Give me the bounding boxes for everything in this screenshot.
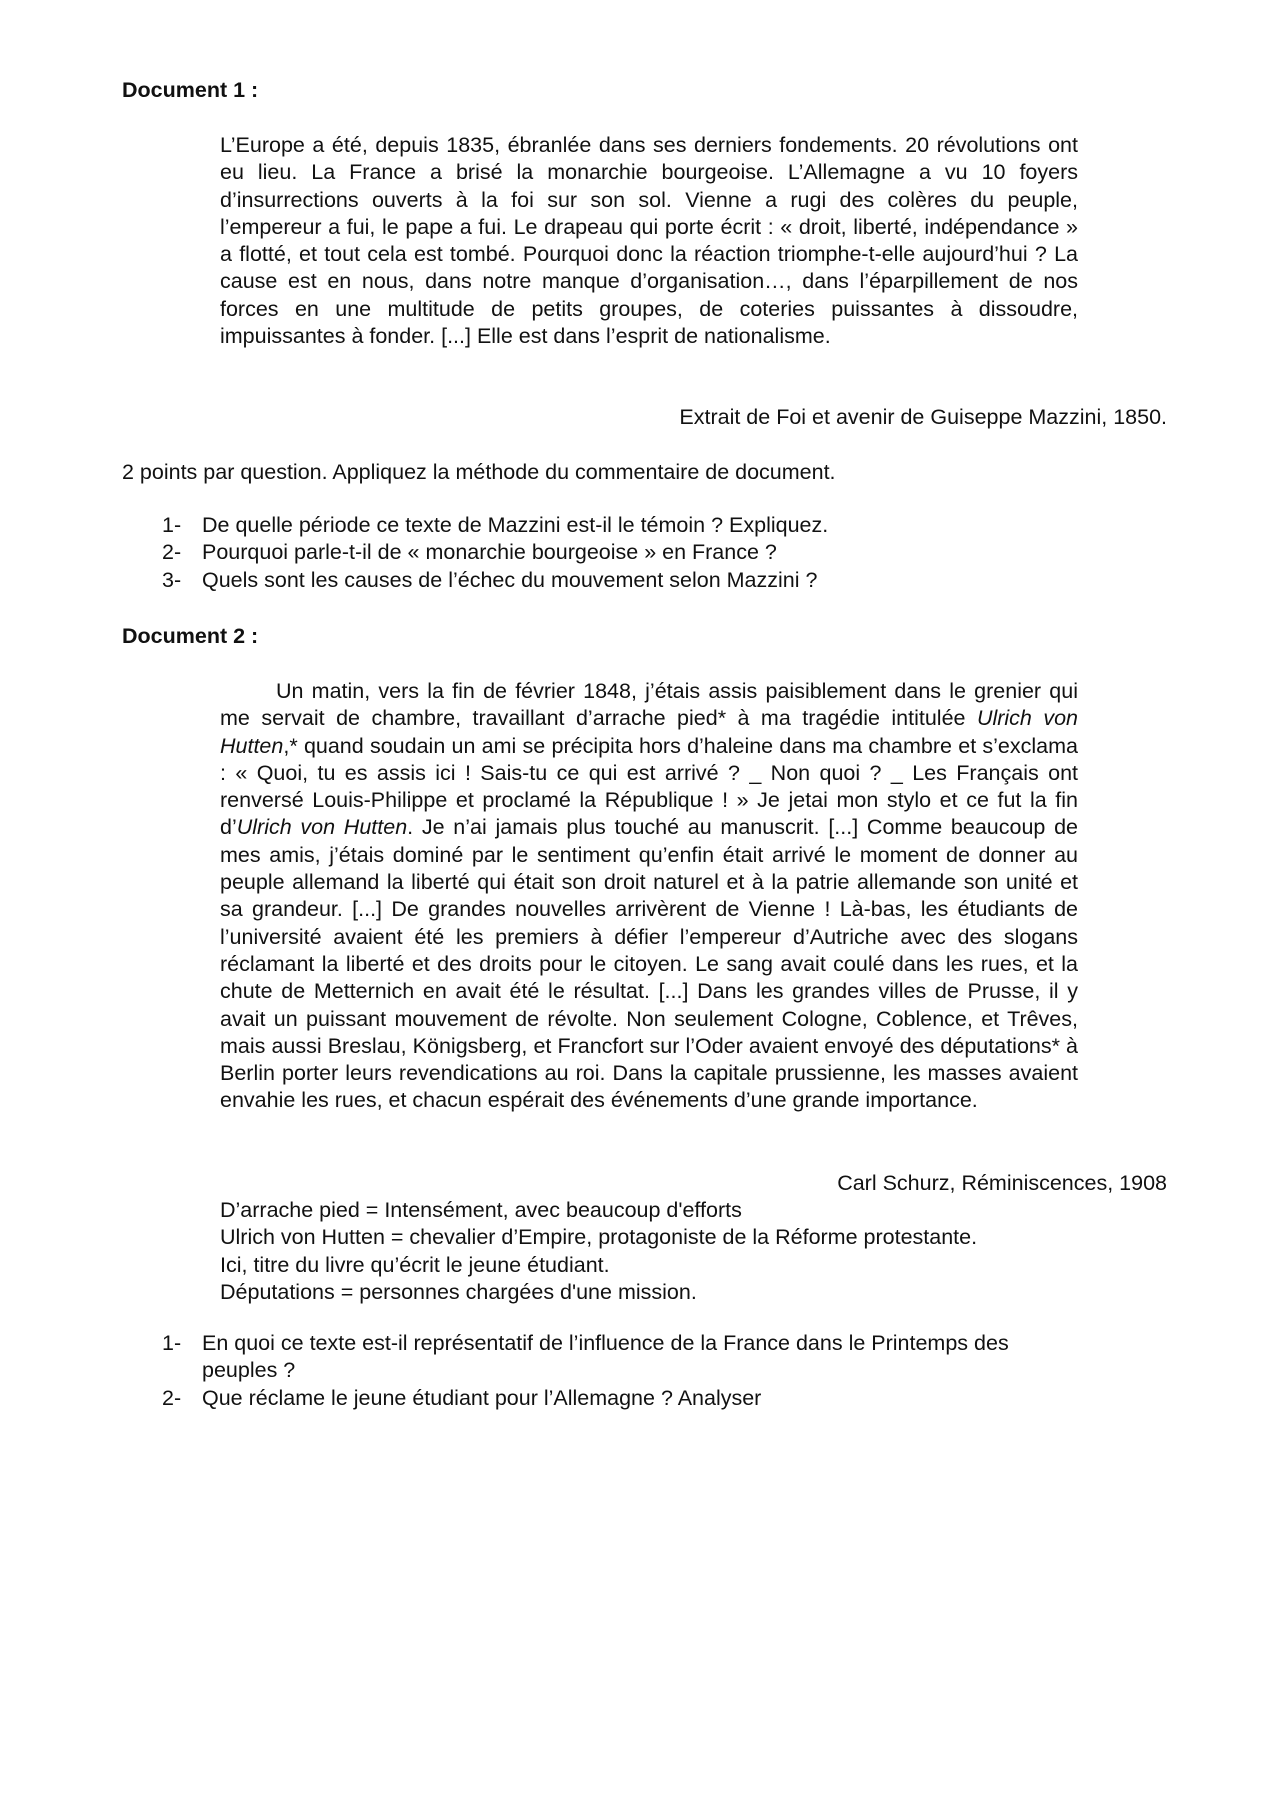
doc2-heading: Document 2 : [122,624,259,648]
doc1-question-3 [162,567,1122,594]
doc2-question-list [162,1330,1122,1412]
doc2-book-title: Ulrich von Hutten [220,706,1078,758]
question-text: Pourquoi parle-t-il de « monarchie bourgeoise » en France ? [202,540,777,565]
question-text: En quoi ce texte est-il représentatif de l’influence de la France dans le Printemps des peuples ? [202,1331,1009,1383]
doc2-text-part-3: . Je n’ai jamais plus touché au manuscrit. [...] Comme beaucoup de mes amis, j’étais dominé par le sentiment qu’enfin était arrivé le moment de donner au peuple allemand la liberté qui était son droit naturel et à la patrie allemande son unité et sa grandeur. [...] De grandes nouvelles arrivèrent de Vienne ! Là-bas, les étudiants de l’université avaient été les premiers à défier l’empereur d’Autriche avec des slogans réclamant la liberté et des droits pour le citoyen. Le sang avait coulé dans les rues, et la chute de Metternich en avait été le résultat. [...] Dans les grandes villes de Prusse, il y avait un puissant mouvement de révolte. Non seulement Cologne, Coblence, et Trêves, mais aussi Breslau, Königsberg, et Francfort sur l’Oder avaient envoyé des députations* à Berlin porter leurs revendications au roi. Dans la capitale prussienne, les masses avaient envahie les rues, et chacun espérait des événements d’une grande importance. [220,815,1078,1113]
question-number: 2- [162,540,182,565]
doc2-source: Carl Schurz, Réminiscences, 1908 [837,1171,1167,1195]
doc1-quote [220,132,1078,350]
doc2-glossary [220,1197,977,1306]
question-text: Que réclame le jeune étudiant pour l’Allemagne ? Analyser [202,1385,762,1410]
doc1-heading: Document 1 : [122,78,259,102]
question-number: 3- [162,567,182,592]
doc2-book-title: Ulrich von Hutten [236,815,408,840]
doc1-question-1 [162,512,1122,539]
doc2-quote [220,678,1078,1115]
glossary-note: Ici, titre du livre qu’écrit le jeune étudiant. [220,1252,610,1277]
question-number: 2- [162,1385,182,1410]
doc1-question-2 [162,539,1122,566]
doc1-paragraph: L’Europe a été, depuis 1835, ébranlée dans ses derniers fondements. 20 révolutions ont eu lieu. La France a brisé la monarchie bourgeoise. L’Allemagne a vu 10 foyers d’insurrections ouverts à la foi sur son sol. Vienne a rugi des colères du peuple, l’empereur a fui, le pape a fui. Le drapeau qui porte écrit : « droit, liberté, indépendance » a flotté, et tout cela est tombé. Pourquoi donc la réaction triomphe-t-elle aujourd’hui ? La cause est en nous, dans notre manque d’organisation…, dans l’éparpillement de nos forces en une multitude de petits groupes, de coteries puissantes à dissoudre, impuissantes à fonder. [...] Elle est dans l’esprit de nationalisme. [220,133,1078,349]
doc2-text-part-1: Un matin, vers la fin de février 1848, j’étais assis paisiblement dans le grenier qui me servait de chambre, travaillant d’arrache pied* à ma tragédie intitulée [220,679,1078,731]
doc2-paragraph [220,678,1078,1115]
question-number: 1- [162,513,182,537]
glossary-note: Députations = personnes chargées d'une mission. [220,1279,697,1304]
question-text: De quelle période ce texte de Mazzini est-il le témoin ? Expliquez. [202,513,829,537]
doc2-text-part-2: ,* quand soudain un ami se précipita hors d’haleine dans ma chambre et s’exclama : « Quoi, tu es assis ici ! Sais-tu ce qui est arrivé ? _ Non quoi ? _ Les Français ont renversé Louis-Philippe et proclamé la République ! » Je jetai mon stylo et ce fut la fin d’ [220,733,1078,840]
question-number: 1- [162,1331,182,1355]
doc1-instructions: 2 points par question. Appliquez la méthode du commentaire de document. [122,460,836,484]
doc2-question-2 [162,1385,1122,1412]
question-text: Quels sont les causes de l’échec du mouvement selon Mazzini ? [202,567,818,592]
doc1-source: Extrait de Foi et avenir de Guiseppe Mazzini, 1850. [679,405,1167,429]
doc1-question-list [162,512,1122,594]
glossary-note: Ulrich von Hutten = chevalier d’Empire, protagoniste de la Réforme protestante. [220,1225,978,1250]
glossary-note: D’arrache pied = Intensément, avec beaucoup d'efforts [220,1198,742,1222]
doc2-question-1 [162,1330,1082,1385]
